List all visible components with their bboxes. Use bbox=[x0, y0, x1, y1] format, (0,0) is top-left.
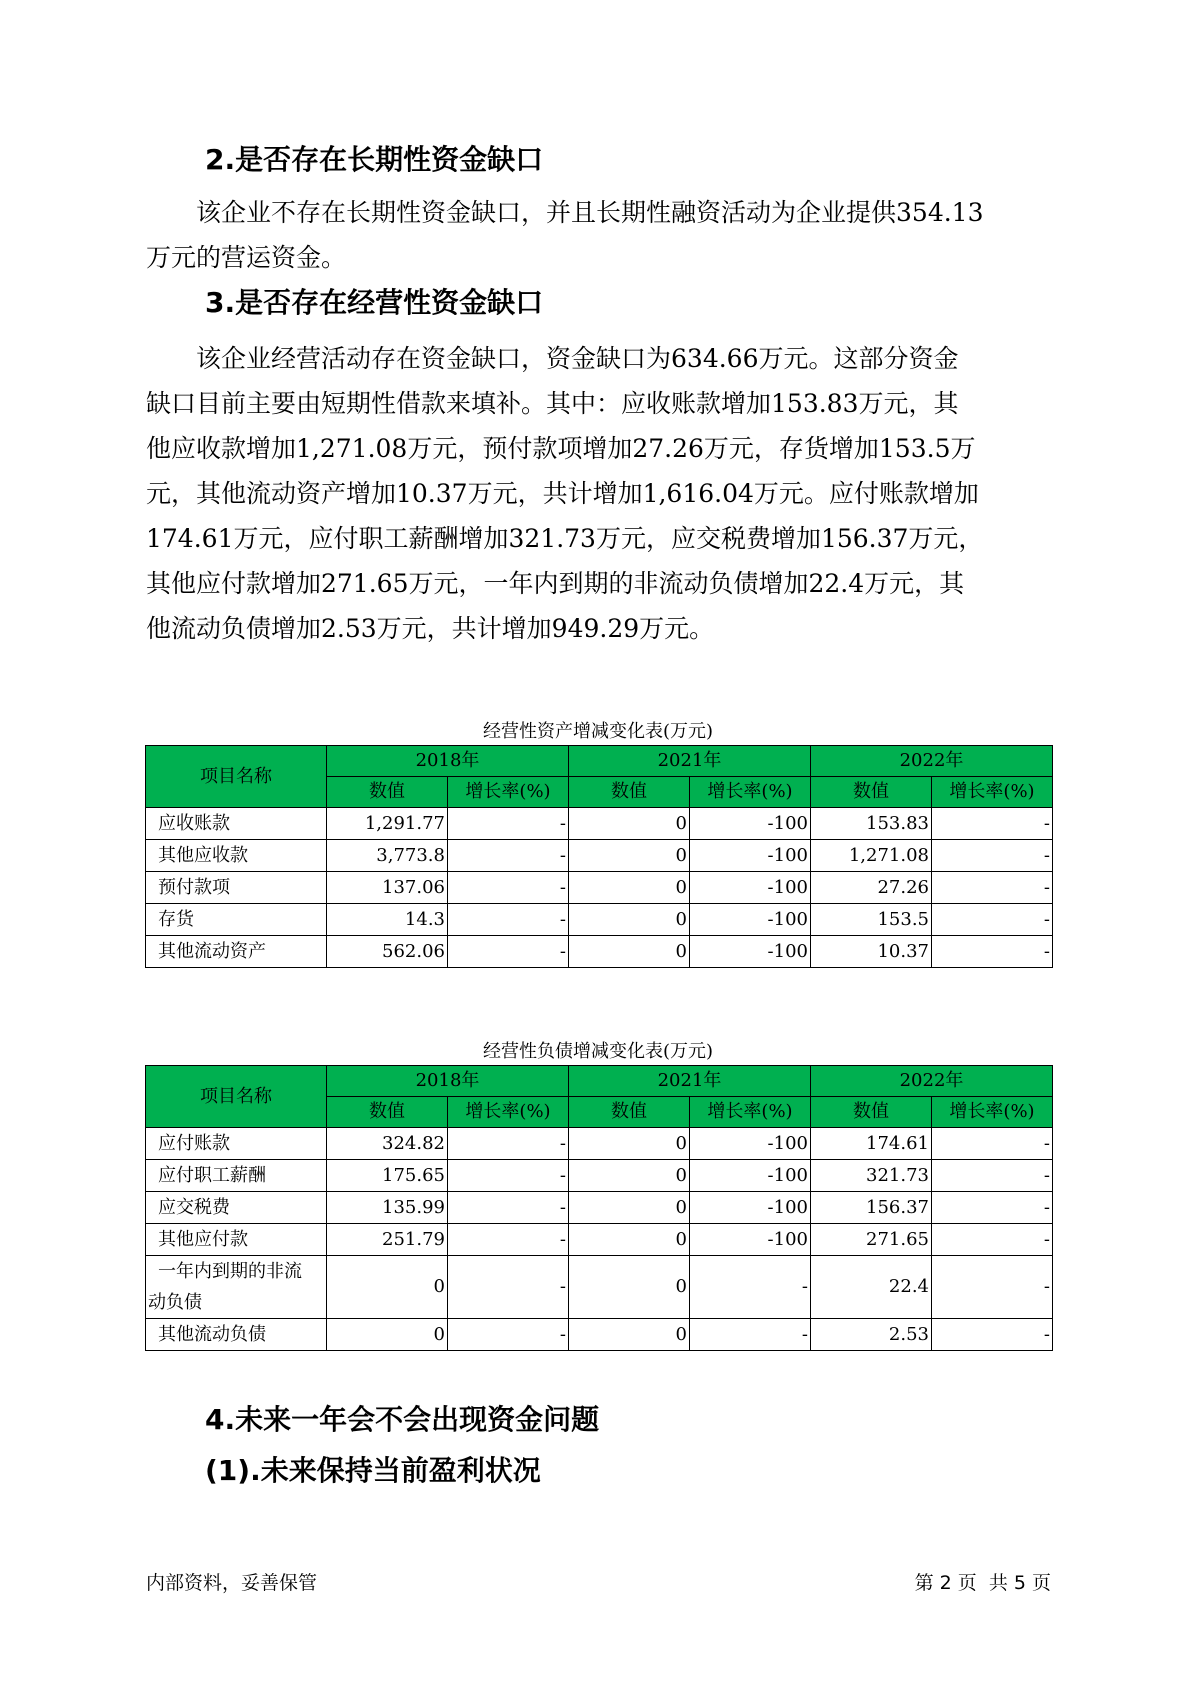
table-row bbox=[146, 936, 1053, 968]
cell-value: 22.4 bbox=[811, 1256, 932, 1319]
row-label: 其他流动负债 bbox=[146, 1319, 327, 1351]
column-header-name: 项目名称 bbox=[146, 1066, 327, 1128]
table-row bbox=[146, 1128, 1053, 1160]
column-header-value: 数值 bbox=[811, 1097, 932, 1128]
cell-value: 10.37 bbox=[811, 936, 932, 968]
row-label bbox=[146, 1256, 327, 1319]
cell-growth: -100 bbox=[690, 1224, 811, 1256]
cell-value: 27.26 bbox=[811, 872, 932, 904]
cell-growth: - bbox=[448, 808, 569, 840]
cell-growth: - bbox=[448, 840, 569, 872]
table-row bbox=[146, 808, 1053, 840]
cell-growth: - bbox=[448, 1256, 569, 1319]
table-header-row bbox=[146, 746, 1053, 777]
cell-growth: -100 bbox=[690, 808, 811, 840]
cell-value: 135.99 bbox=[327, 1192, 448, 1224]
cell-value: 562.06 bbox=[327, 936, 448, 968]
cell-growth: - bbox=[932, 936, 1053, 968]
column-header-growth: 增长率(%) bbox=[690, 1097, 811, 1128]
column-header-growth: 增长率(%) bbox=[690, 777, 811, 808]
cell-growth: - bbox=[448, 872, 569, 904]
table-row bbox=[146, 1319, 1053, 1351]
cell-value: 0 bbox=[327, 1256, 448, 1319]
table-row bbox=[146, 904, 1053, 936]
footer-page-number: 第 2 页 共 5 页 bbox=[914, 1572, 1051, 1594]
cell-growth: - bbox=[932, 872, 1053, 904]
cell-growth: - bbox=[932, 840, 1053, 872]
column-header-year: 2018年 bbox=[327, 1066, 569, 1097]
cell-value: 156.37 bbox=[811, 1192, 932, 1224]
table-caption-assets: 经营性资产增减变化表(万元) bbox=[482, 721, 714, 742]
footer-confidential-note: 内部资料，妥善保管 bbox=[146, 1572, 318, 1594]
paragraph-operating-gap bbox=[146, 336, 1071, 651]
cell-value: 153.83 bbox=[811, 808, 932, 840]
cell-value: 0 bbox=[569, 1128, 690, 1160]
cell-value: 0 bbox=[569, 1256, 690, 1319]
cell-value: 1,271.08 bbox=[811, 840, 932, 872]
section-heading-2: 2.是否存在长期性资金缺口 bbox=[205, 143, 544, 176]
table-row bbox=[146, 840, 1053, 872]
column-header-value: 数值 bbox=[327, 777, 448, 808]
cell-value: 137.06 bbox=[327, 872, 448, 904]
column-header-growth: 增长率(%) bbox=[448, 777, 569, 808]
row-label: 应收账款 bbox=[146, 808, 327, 840]
column-header-growth: 增长率(%) bbox=[932, 1097, 1053, 1128]
cell-growth: - bbox=[932, 1128, 1053, 1160]
column-header-growth: 增长率(%) bbox=[448, 1097, 569, 1128]
cell-value: 175.65 bbox=[327, 1160, 448, 1192]
paragraph-line: 他应收款增加1,271.08万元，预付款项增加27.26万元，存货增加153.5万 bbox=[146, 434, 976, 463]
cell-value: 0 bbox=[569, 1319, 690, 1351]
paragraph-line: 该企业经营活动存在资金缺口，资金缺口为634.66万元。这部分资金 bbox=[196, 344, 959, 373]
row-label: 其他流动资产 bbox=[146, 936, 327, 968]
cell-growth: - bbox=[690, 1256, 811, 1319]
row-label: 存货 bbox=[146, 904, 327, 936]
table-caption-liabilities: 经营性负债增减变化表(万元) bbox=[482, 1041, 714, 1062]
cell-growth: -100 bbox=[690, 840, 811, 872]
paragraph-line: 该企业不存在长期性资金缺口，并且长期性融资活动为企业提供354.13 bbox=[196, 198, 984, 227]
cell-growth: -100 bbox=[690, 872, 811, 904]
row-label-line: 动负债 bbox=[148, 1292, 202, 1313]
table-row bbox=[146, 1160, 1053, 1192]
cell-value: 2.53 bbox=[811, 1319, 932, 1351]
row-label: 应交税费 bbox=[146, 1192, 327, 1224]
cell-growth: -100 bbox=[690, 1192, 811, 1224]
cell-growth: - bbox=[690, 1319, 811, 1351]
cell-growth: - bbox=[932, 1319, 1053, 1351]
cell-value: 0 bbox=[569, 808, 690, 840]
row-label: 其他应付款 bbox=[146, 1224, 327, 1256]
cell-growth: - bbox=[932, 1256, 1053, 1319]
paragraph-line: 174.61万元，应付职工薪酬增加321.73万元，应交税费增加156.37万元， bbox=[146, 524, 984, 553]
paragraph-line: 万元的营运资金。 bbox=[146, 243, 347, 272]
section-heading-3: 3.是否存在经营性资金缺口 bbox=[205, 286, 544, 319]
paragraph-line: 他流动负债增加2.53万元，共计增加949.29万元。 bbox=[146, 614, 715, 643]
column-header-growth: 增长率(%) bbox=[932, 777, 1053, 808]
cell-growth: - bbox=[448, 1192, 569, 1224]
row-label-line: 一年内到期的非流 bbox=[158, 1261, 302, 1282]
cell-value: 0 bbox=[569, 1192, 690, 1224]
paragraph-line: 元，其他流动资产增加10.37万元，共计增加1,616.04万元。应付账款增加 bbox=[146, 479, 979, 508]
table-row bbox=[146, 872, 1053, 904]
paragraph-long-term-gap bbox=[146, 190, 1071, 280]
cell-growth: - bbox=[932, 1160, 1053, 1192]
column-header-year: 2022年 bbox=[811, 1066, 1053, 1097]
cell-growth: -100 bbox=[690, 1128, 811, 1160]
row-label: 预付款项 bbox=[146, 872, 327, 904]
cell-value: 0 bbox=[569, 1224, 690, 1256]
cell-value: 271.65 bbox=[811, 1224, 932, 1256]
column-header-value: 数值 bbox=[327, 1097, 448, 1128]
paragraph-line: 缺口目前主要由短期性借款来填补。其中：应收账款增加153.83万元，其 bbox=[146, 389, 959, 418]
cell-value: 251.79 bbox=[327, 1224, 448, 1256]
column-header-name: 项目名称 bbox=[146, 746, 327, 808]
cell-value: 0 bbox=[569, 936, 690, 968]
row-label: 应付账款 bbox=[146, 1128, 327, 1160]
operating-liabilities-table bbox=[145, 1065, 1053, 1351]
cell-growth: - bbox=[932, 808, 1053, 840]
column-header-year: 2022年 bbox=[811, 746, 1053, 777]
table-row bbox=[146, 1256, 1053, 1319]
paragraph-line: 其他应付款增加271.65万元，一年内到期的非流动负债增加22.4万元，其 bbox=[146, 569, 965, 598]
cell-value: 14.3 bbox=[327, 904, 448, 936]
cell-growth: - bbox=[448, 1128, 569, 1160]
cell-growth: - bbox=[932, 904, 1053, 936]
row-label: 其他应收款 bbox=[146, 840, 327, 872]
cell-growth: - bbox=[448, 1224, 569, 1256]
cell-growth: - bbox=[932, 1224, 1053, 1256]
cell-value: 324.82 bbox=[327, 1128, 448, 1160]
operating-assets-table bbox=[145, 745, 1053, 968]
column-header-year: 2018年 bbox=[327, 746, 569, 777]
cell-growth: -100 bbox=[690, 936, 811, 968]
cell-growth: - bbox=[448, 1160, 569, 1192]
cell-value: 153.5 bbox=[811, 904, 932, 936]
table-header-row bbox=[146, 1066, 1053, 1097]
column-header-value: 数值 bbox=[569, 1097, 690, 1128]
cell-growth: - bbox=[448, 936, 569, 968]
cell-value: 0 bbox=[569, 1160, 690, 1192]
cell-value: 321.73 bbox=[811, 1160, 932, 1192]
cell-value: 1,291.77 bbox=[327, 808, 448, 840]
cell-value: 0 bbox=[569, 904, 690, 936]
cell-value: 0 bbox=[327, 1319, 448, 1351]
subsection-heading-4-1: (1).未来保持当前盈利状况 bbox=[205, 1454, 541, 1487]
cell-growth: -100 bbox=[690, 1160, 811, 1192]
cell-value: 3,773.8 bbox=[327, 840, 448, 872]
row-label: 应付职工薪酬 bbox=[146, 1160, 327, 1192]
column-header-year: 2021年 bbox=[569, 746, 811, 777]
column-header-value: 数值 bbox=[811, 777, 932, 808]
column-header-year: 2021年 bbox=[569, 1066, 811, 1097]
table-row bbox=[146, 1192, 1053, 1224]
cell-growth: - bbox=[932, 1192, 1053, 1224]
cell-growth: - bbox=[448, 1319, 569, 1351]
cell-growth: -100 bbox=[690, 904, 811, 936]
section-heading-4: 4.未来一年会不会出现资金问题 bbox=[205, 1403, 600, 1436]
column-header-value: 数值 bbox=[569, 777, 690, 808]
cell-value: 0 bbox=[569, 840, 690, 872]
table-row bbox=[146, 1224, 1053, 1256]
cell-value: 0 bbox=[569, 872, 690, 904]
cell-value: 174.61 bbox=[811, 1128, 932, 1160]
cell-growth: - bbox=[448, 904, 569, 936]
